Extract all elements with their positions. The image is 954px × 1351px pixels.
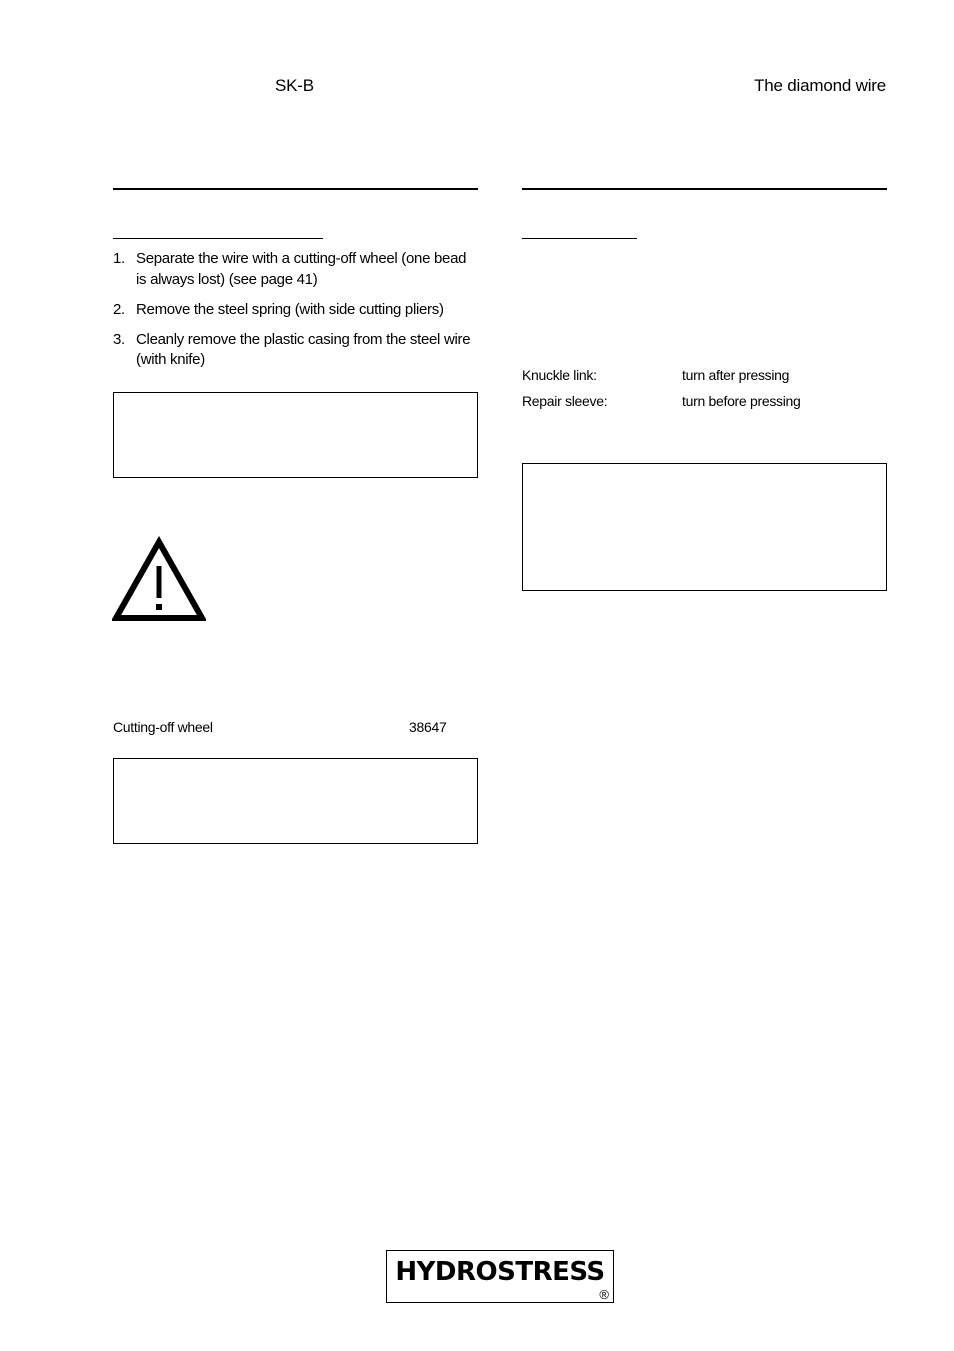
steps-list	[113, 249, 479, 380]
part-number: 38647	[409, 719, 447, 735]
list-item	[113, 330, 479, 371]
step-number: 1.	[113, 250, 125, 267]
repair-sleeve-value: turn before pressing	[682, 393, 801, 409]
step-text: Separate the wire with a cutting-off wheel (one bead is always lost) (see page 41)	[136, 250, 467, 288]
note-box-2	[113, 758, 478, 844]
right-subsection-rule	[522, 238, 637, 239]
left-section-rule	[113, 188, 478, 190]
logo-text: HYDROSTRESS	[395, 1257, 605, 1287]
note-box-1	[113, 392, 478, 478]
part-name: Cutting-off wheel	[113, 719, 213, 735]
left-subsection-rule	[113, 238, 323, 239]
hydrostress-logo	[386, 1250, 614, 1303]
knuckle-link-value: turn after pressing	[682, 367, 790, 383]
header-right: The diamond wire	[754, 76, 886, 95]
registered-mark: ®	[599, 1287, 609, 1302]
step-number: 3.	[113, 330, 125, 348]
repair-sleeve-label: Repair sleeve:	[522, 393, 608, 409]
header-left: SK-B	[275, 76, 314, 95]
list-item	[113, 249, 479, 290]
step-text: Remove the steel spring (with side cutting pliers)	[136, 300, 444, 318]
note-box-3	[522, 463, 887, 591]
step-text: Cleanly remove the plastic casing from the steel wire (with knife)	[136, 330, 471, 368]
warning-triangle-icon	[112, 536, 206, 622]
right-section-rule	[522, 188, 887, 190]
list-item	[113, 300, 479, 321]
knuckle-link-label: Knuckle link:	[522, 367, 597, 383]
step-number: 2.	[113, 300, 125, 318]
